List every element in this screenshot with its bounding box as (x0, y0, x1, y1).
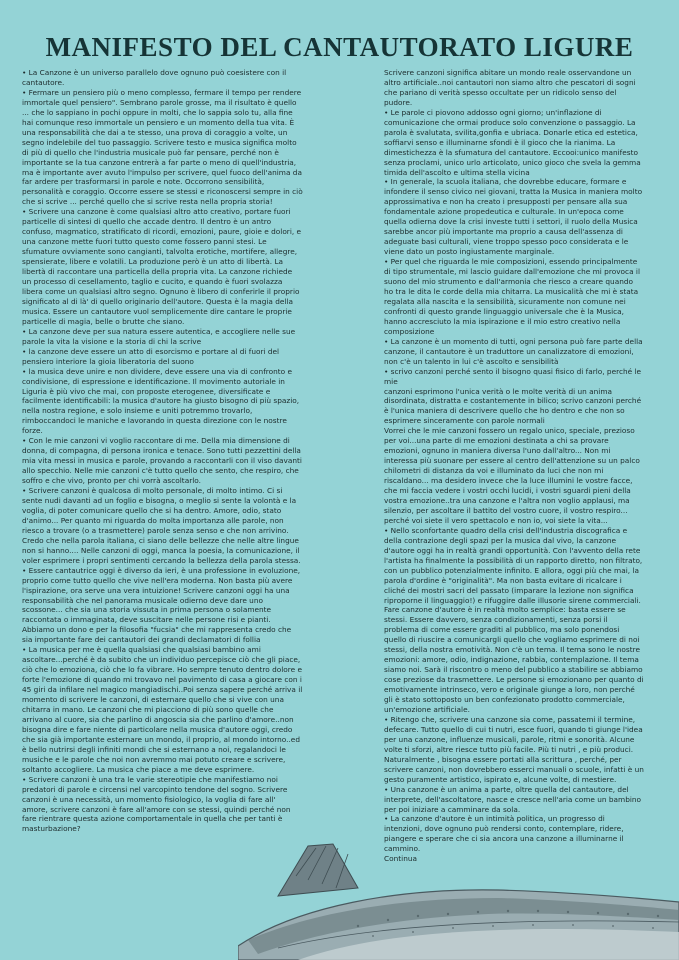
continua-label: Continua (384, 854, 418, 864)
paragraph: • la musica deve unire e non dividere, deve essere una via di confronto e condivisione, di espressione e identificazione. Il movimento autoriale in Liguria è più vivo che mai, con proposte eterogenee, diversificate e facilmente identificabili: la musica d'autore ha giusto bisogno di più spazio, nella nostra regione, e solo insieme e uniti potremmo trovarlo, rimboccandoci le maniche e lavorando in questa direzione con le nostre forze. (22, 366, 300, 436)
paragraph: • Scrivere canzoni è una tra le varie stereotipie che manifestiamo noi predatori di parole e circensi nel varcopinto tendone del sogno. Scrivere canzoni è una necessità, un momento fisiologico, la voglia di fare all' amore, scrivere canzoni è fare all'amore con se stessi, quindi perché non fare rientrare questa azione comportamentale in quella che per tanti è masturbazione? (22, 774, 291, 834)
paragraph: • La Canzone è un universo parallelo dove ognuno può coesistere con il cantautore. (22, 68, 287, 87)
paragraph: • Ritengo che, scrivere una canzone sia come, passatemi il termine, defecare. Tutto quello di cui ti nutri, esce fuori, quando ti giunge l'idea per una canzone, influenze musicali, parole, ritmi e sonorità. Alcune volte ti sforzi, altre riesce tutto più facile. Più ti nutri , e più produci. Naturalmente , bisogna essere portati alla scrittura , perché, per scrivere canzoni, non dovrebbero esserci manuali o scuole, infatti è un gesto puramente artistico, ispirato e, alcune volte, di mestiere. (384, 714, 644, 784)
paragraph: canzoni esprimono l'unica verità o le molte verità di un anima disordinata, distratta e costantemente in bilico; scrivo canzoni perché è l'unica maniera di descrivere quello che ho dentro e che non so esprimere sinceramente con parole normali (384, 386, 642, 426)
paragraph: • Le parole ci piovono addosso ogni giorno; un'inflazione di comunicazione che ormai produce solo convenzione o passaggio. La parola è svalutata, svilita,gonfia e ubriaca. Donarle etica ed estetica, soffiarvi senso e illuminarne sfondi è il gioco che la rianima. La dimestichezza è la sfumatura del cantautore. Eccooi:unico manifesto senza proclami, unico urlo articolato, unico gioco che svela la gemma timida dell'ascolto e ultima stella vicina (384, 107, 641, 177)
paragraph: • La canzone d'autore è un intimità politica, un progresso di intenzioni, dove ognuno può rendersi conto, contemplare, ridere, piangere e sperare che ci sia ancora una canzone a illuminarne il cammino. (384, 814, 624, 854)
paragraph: • Nello sconfortante quadro della crisi dell'industria discografica e della contrazione degli spazi per la musica dal vivo, la canzone d'autore oggi ha in realtà grandi opportunità. Con l'avvento della rete l'artista ha finalmente la possibilità di un rapporto diretto, non filtrato, con un pubblico potenzialmente infinito. E allora, oggi più che mai, la parola d'ordine è "originalità". Ma non basta evitare di ricalcare i cliché dei mostri sacri del passato (imparare la lezione non significa riproporne il linguaggio!) e rifuggire dalle illusorie sirene commerciali. Fare canzone d'autore è in realtà molto semplice: basta essere se stessi. Essere davvero, senza condizionamenti, senza porsi il problema di come essere graditi al pubblico, ma solo ponendosi quello di riuscire a comunicargli quello che vogliamo esprimere di noi stessi, della nostra emotività. Non c'è un tema. Il tema sono le nostre emozioni: amore, odio, indignazione, rabbia, contemplazione. Il tema siamo noi. Sarà il riscontro o meno del pubblico a stabilire se abbiamo cose preziose da trasmettere. Le persone si emozionano per quanto di emotivamente intrinseco, vero e originale giunge a loro, non perché gli è stato sottoposto un ben confezionato prodotto commerciale, un'emozione artificiale. (384, 525, 644, 714)
paragraph: • La musica per me è quella qualsiasi che qualsiasi bambino ami ascoltare...perché è da subito che un individuo percepisce ciò che gli piace, ciò che lo emoziona, ciò che lo fa vibrare. Ho sempre tenuto dentro dolore e forte l'emozione di quando mi trovavo nel pavimento di casa a giocare con i 45 giri da infilare nel magico mangiadischi..Poi senza sapere perché arriva il momento di scrivere le canzoni, di esternare quello che si vive con una chitarra in mano. Le canzoni che mi piacciono di più sono quelle che arrivano al cuore, sia che parlino di angoscia sia che parlino d'amore..non bisogna dire e fare niente di particolare nella musica d'autore oggi, credo che sia già importante esternare un mondo, il proprio, al mondo intorno..ed è bello nutrirsi degli infiniti mondi che si esternano a noi, regalandoci le musiche e le parole che noi non avremmo mai potuto creare e scrivere, soltanto accogliere. La musica che piace a me deve esprimere. (22, 645, 303, 774)
paragraph: • Scrivere canzoni è qualcosa di molto personale, di molto intimo. Ci si sente nudi davanti ad un foglio e bisogna, o meglio si sente la volontà e la voglia, di poter comunicare quello che si ha dentro. Amore, odio, stato d'animo... Per quanto mi riguarda do molta importanza alle parole, non riesco a trovare (o a trasmettere) parole senza senso e che non arrivino. Credo che nella parola italiana, ci siano delle bellezze che nelle altre lingue non si hanno.... Nelle canzoni di oggi, manca la poesia, la comunicazione, il voler esprimere i propri sentimenti cercando la bellezza della parola stessa. (22, 486, 301, 565)
paragraph: Scrivere canzoni significa abitare un mondo reale osservandone un altro artificiale..noi cantautori non siamo altro che pescatori di sogni che pariano di verità spesso occultate per un ridicolo senso del pudore. (384, 68, 636, 107)
right-column (384, 68, 644, 913)
paragraph: • Una canzone è un anima a parte, oltre quella del cantautore, del interprete, dell'ascoltatore, nasce e cresce nell'aria come un bambino per poi iniziare a camminare da sola. (384, 784, 642, 814)
left-column (22, 68, 303, 913)
paragraph: • la canzone deve essere un atto di esorcismo e portare al di fuori del pensiero interiore la gioia liberatoria del suono (22, 346, 280, 366)
paragraph: • Scrivere una canzone è come qualsiasi altro atto creativo, portare fuori particelle di sintesi di quello che accade dentro. Il dentro è un antro confuso, magmatico, stratificato di ricordi, emozioni, paure, gioie e dolori, e una canzone mette fuori tutto questo come fossero panni stesi. Le sfumature ovviamente sono cangianti, talvolta erotiche, mortifere, allegre, spensierate, libere e volatili. La produzione però è un atto di libertà. La libertà di raccontare una particella della propria vita. La canzone richiede un processo di cesellamento, taglio e cucito, e quando è fuori svolazza libera come un qualsiasi altro segno. Ognuno è libero di conferirle il proprio significato al di là' di quello originario dell'autore. Questa è la magia della musica. Essere un cantautore vuol semplicemente dire cantare le proprie particelle di magia, belle o brutte che siano. (22, 207, 302, 326)
paragraph: • La canzone deve per sua natura essere autentica, e accogliere nelle sue parole la vita la visione e la storia di chi la scrive (22, 326, 296, 346)
paragraph: • La canzone è un momento di tutti, ogni persona può fare parte della canzone, il cantautore è un traduttore un canalizzatore di emozioni, non c'è un talento in lui c'è ascolto e sensibilità (384, 336, 643, 366)
paragraph: • In generale, la scuola italiana, che dovrebbe educare, formare e infondere il senso civico nei giovani, tratta la Musica in maniera molto approssimativa e non ha creato i presupposti per pensare alla sua fondamentale azione propedeutica e culturale. In un'epoca come quella odierna dove la crisi investe tutti i settori, il ruolo della Musica sarebbe ancor più importante ma proprio a causa dell'assenza di adeguate basi culturali, viene troppo spesso poco considerata e le viene dato un posto ingiustamente marginale. (384, 177, 643, 257)
paragraph: • Essere cantautrice oggi è diverso da ieri, è una professione in evoluzione, proprio come tutto quello che vive nell'era moderna. Non basta più avere l'ispirazione, ora serve una vera intuizione! Scrivere canzoni oggi ha una responsabilità che nel panorama musicale odierno deve dare uno scossone... che sia una storia vissuta in prima persona o solamente raccontata o immaginata, deve suscitare nelle persone risi e pianti. Abbiamo un dono e per la filosofia "fucsia" che mi rappresenta credo che sia importante fare dei cantautori dei grandi declamatori di follia (22, 565, 301, 645)
paragraph: • Per quel che riguarda le mie composizioni, essendo principalmente di tipo strumentale, mi lascio guidare dall'emozione che mi provoca il suono del mio strumento e dall'armonia che riesco a creare quando ho tra le dita le corde della mia chitarra. La musicalità che mi è stata regalata alla nascita e la sensibilità, sicuramente non comune nei confronti di questo grande linguaggio universale che è la Musica, hanno accresciuto la mia ispirazione e il mio estro creativo nella composizione (384, 257, 640, 336)
paragraph: • Con le mie canzoni vi voglio raccontare di me. Della mia dimensione di donna, di compagna, di persona ironica e tenace. Sono tutti pezzettini della mia vita messi in musica e parole, provando a raccontarli con il viso davanti allo specchio. Nelle mie canzoni c'è tutto quello che sento, che respiro, che soffro e che vivo, pronto per chi vorrà ascoltarlo. (22, 436, 302, 486)
page-title: MANIFESTO DEL CANTAUTORATO LIGURE (45, 32, 634, 63)
paragraph: Vorrei che le mie canzoni fossero un regalo unico, speciale, prezioso per voi...una parte di me emozioni destinata a chi sa provare emozioni, ognuno in maniera diversa l'uno dall'altro... Non mi interessa più suonare per essere al centro dell'attenzione su un palco chilometri di distanza da voi e illuminato da luci che non mi riscaldano... ma desidero invece che la luce illumini le vostre facce, che mi faccia vedere i vostri occhi lucidi, i vostri sguardi pieni della vostra emozione..tra una canzone e l'altra non voglio applausi, ma silenzio, per ascoltare il battito del vostro cuore, il vostro respiro... perché voi siete il vero spettacolo e non io, voi siete la vita... (384, 426, 640, 525)
paragraph: • scrivo canzoni perché sento il bisogno quasi fisico di farlo, perché le mie (384, 366, 642, 386)
paragraph: • Fermare un pensiero più o meno complesso, fermare il tempo per rendere immortale quel pensiero". Sembrano parole grosse, ma il risultato è quello ... che lo sappiano in pochi oppure in molti, che lo sappia solo tu, alla fine hai comunque reso immortale un pensiero e un momento della tua vita. È una responsabilità che dai a te stesso, una prova di coraggio a volte, un segno indelebile del tuo passaggio. Scrivere testo e musica significa molto di più di quello che l'industria musicale può far pensare, perché non è importante se la tua canzone entrerà a far parte o meno di quell'industria, ma è importante aver avuto l'impulso per scrivere, quel fuoco dell'anima da far ardere per trasformarsi in parole e note. Occorrono sensibilità, personalità e coraggio. Occorre essere se stessi e riconoscersi sempre in ciò che si scrive ... perché quello che si scrive resta nella propria storia! (22, 87, 303, 207)
